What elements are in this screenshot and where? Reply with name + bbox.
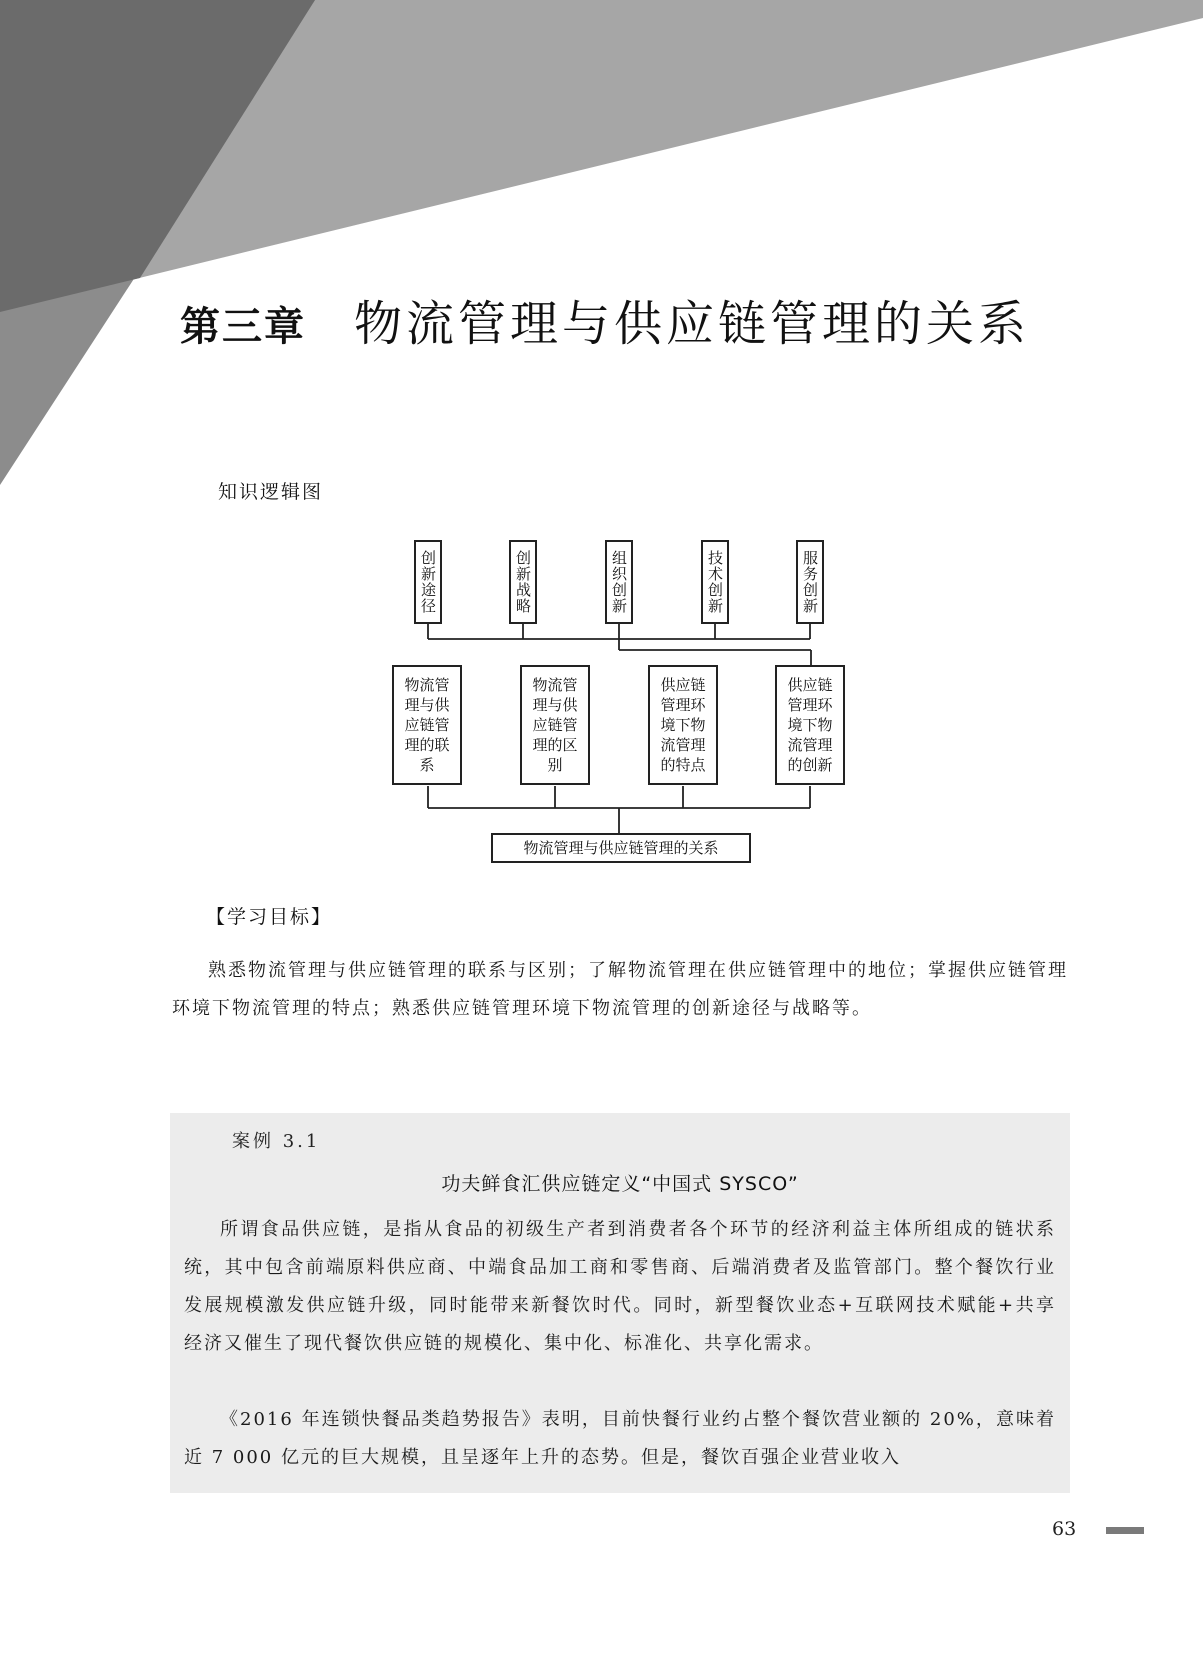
case-title: 功夫鲜食汇供应链定义“中国式 SYSCO” xyxy=(441,1173,799,1195)
page-bar xyxy=(1106,1527,1144,1534)
objectives-text: 熟悉物流管理与供应链管理的联系与区别；了解物流管理在供应链管理中的地位；掌握供应链管理环境下物流管理的特点；熟悉供应链管理环境下物流管理的创新途径与战略等。 xyxy=(172,960,1068,1019)
innovation-box: 技术创新 xyxy=(701,540,729,624)
relation-box: 供应链管理环境下物流管理的创新 xyxy=(775,665,845,785)
relation-box: 物流管理与供应链管理的区别 xyxy=(520,665,590,785)
case-label: 案例 3.1 xyxy=(232,1131,321,1152)
case-box xyxy=(170,1113,1070,1493)
innovation-box: 创新途径 xyxy=(414,540,442,624)
innovation-box: 组织创新 xyxy=(605,540,633,624)
knowledge-map-heading: 知识逻辑图 xyxy=(218,481,324,503)
case-paragraph: 《2016 年连锁快餐品类趋势报告》表明，目前快餐行业约占整个餐饮营业额的 20%，意味着近 7 000 亿元的巨大规模，且呈逐年上升的态势。但是，餐饮百强企业营业收入 xyxy=(184,1409,1056,1468)
relation-box: 物流管理与供应链管理的联系 xyxy=(392,665,462,785)
chapter-name: 物流管理与供应链管理的关系 xyxy=(354,296,1031,352)
innovation-box: 创新战略 xyxy=(509,540,537,624)
innovation-box: 服务创新 xyxy=(796,540,824,624)
chapter-label: 第三章 xyxy=(180,303,306,350)
page-number: 63 xyxy=(1052,1518,1077,1540)
objectives-heading: 【学习目标】 xyxy=(206,906,333,928)
case-paragraph: 所谓食品供应链，是指从食品的初级生产者到消费者各个环节的经济利益主体所组成的链状系统，其中包含前端原料供应商、中端食品加工商和零售商、后端消费者及监管部门。整个餐饮行业发展规模激发供应链升级，同时能带来新餐饮时代。同时，新型餐饮业态+互联网技术赋能+共享经济又催生了现代餐饮供应链的规模化、集中化、标准化、共享化需求。 xyxy=(184,1219,1056,1354)
root-box: 物流管理与供应链管理的关系 xyxy=(491,833,751,863)
relation-box: 供应链管理环境下物流管理的特点 xyxy=(648,665,718,785)
